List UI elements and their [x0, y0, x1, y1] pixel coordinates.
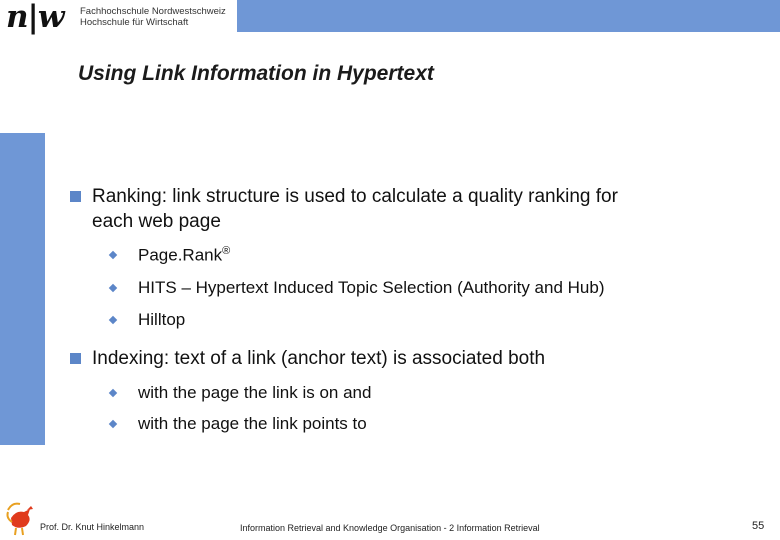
subitem-page-link-points: with the page the link points to	[138, 414, 367, 433]
rooster-logo-icon	[2, 500, 38, 538]
subitem-hits: HITS – Hypertext Induced Topic Selection (Authority and Hub)	[138, 278, 605, 297]
header-bar	[237, 0, 780, 32]
sub-bullet-diamond-icon	[109, 284, 117, 292]
subitem-page-link-on: with the page the link is on and	[138, 383, 372, 402]
sidebar-accent	[0, 133, 45, 445]
subitem-pagerank: Page.Rank®	[138, 245, 231, 265]
institution-logo	[0, 0, 237, 36]
footer-author: Prof. Dr. Knut Hinkelmann	[40, 522, 145, 532]
registered-mark: ®	[222, 245, 231, 257]
bullet-square-icon	[70, 191, 81, 202]
subitem-hilltop: Hilltop	[138, 310, 186, 329]
page-number: 55	[752, 520, 765, 532]
institution-name-line2: Hochschule für Wirtschaft	[80, 17, 189, 28]
institution-name-line1: Fachhochschule Nordwestschweiz	[80, 6, 226, 17]
footer-course: Information Retrieval and Knowledge Organisation - 2 Information Retrieval	[240, 523, 540, 533]
bullet-indexing: Indexing: text of a link (anchor text) is associated both	[92, 348, 546, 369]
bullet-ranking-line2: each web page	[92, 211, 221, 232]
bullet-ranking-line1: Ranking: link structure is used to calculate a quality ranking for	[92, 186, 618, 207]
logo-mark: n|w	[6, 0, 64, 35]
bullet-square-icon	[70, 353, 81, 364]
sub-bullet-diamond-icon	[109, 316, 117, 324]
sub-bullet-diamond-icon	[109, 420, 117, 428]
slide-title: Using Link Information in Hypertext	[78, 62, 434, 85]
sub-bullet-diamond-icon	[109, 251, 117, 259]
sub-bullet-diamond-icon	[109, 389, 117, 397]
